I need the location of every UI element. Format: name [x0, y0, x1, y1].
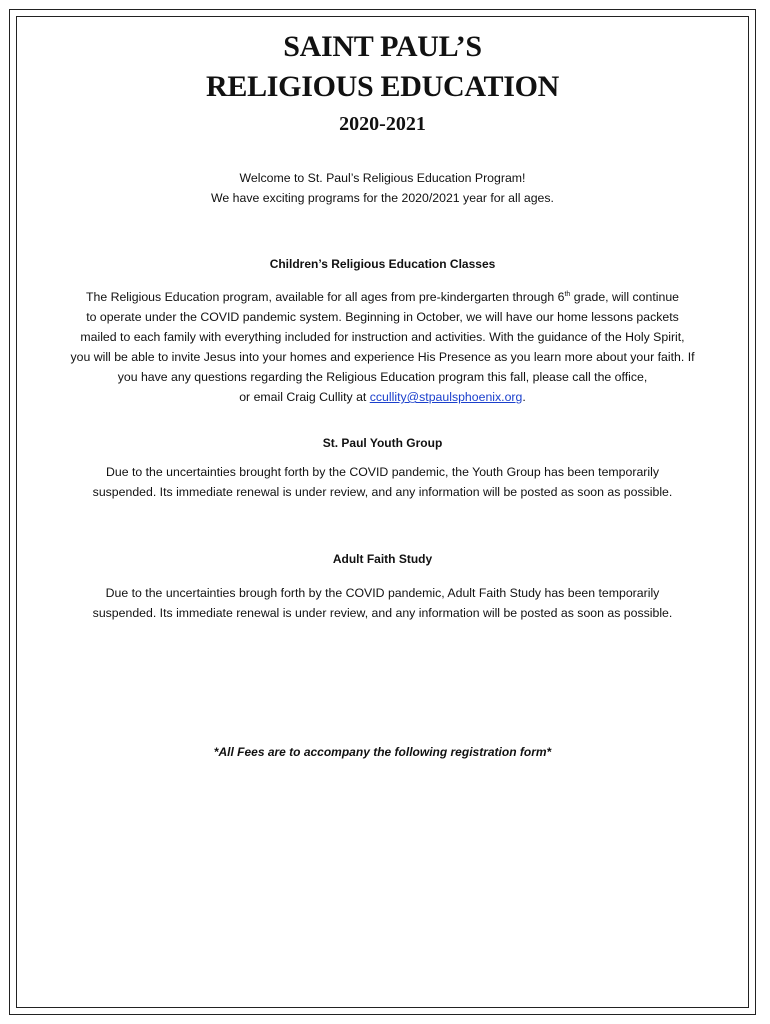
email-link[interactable]: ccullity@stpaulsphoenix.org: [369, 390, 523, 404]
children-line-3: mailed to each family with everything included for instruction and activities. With the guidance of the Holy Spirit,: [80, 330, 685, 344]
youth-heading: St. Paul Youth Group: [322, 436, 443, 450]
adult-line-2: suspended. Its immediate renewal is under review, and any information will be posted as soon as possible.: [92, 606, 673, 620]
children-heading: Children’s Religious Education Classes: [269, 257, 496, 271]
children-line-6-tail: .: [522, 390, 526, 404]
youth-line-1: Due to the uncertainties brought forth by the COVID pandemic, the Youth Group has been temporarily: [105, 465, 659, 479]
welcome-line-2: We have exciting programs for the 2020/2021 year for all ages.: [211, 191, 554, 205]
page-border-inner: [16, 16, 749, 1008]
children-line-2: to operate under the COVID pandemic system. Beginning in October, we will have our home lessons packets: [86, 310, 679, 324]
children-line-1-tail: grade, will continue: [570, 290, 679, 304]
fees-note: *All Fees are to accompany the following registration form*: [213, 745, 552, 759]
children-line-6: [16, 387, 749, 407]
title-line-1: SAINT PAUL’S: [283, 30, 482, 63]
children-line-4: you will be able to invite Jesus into your homes and experience His Presence as you learn more about your faith. If: [70, 350, 695, 364]
adult-heading: Adult Faith Study: [332, 552, 433, 566]
welcome-line-1: Welcome to St. Paul’s Religious Education Program!: [239, 171, 526, 185]
adult-line-1: Due to the uncertainties brough forth by the COVID pandemic, Adult Faith Study has been temporarily: [105, 586, 660, 600]
school-year: 2020-2021: [339, 113, 426, 135]
children-line-1-text: The Religious Education program, available for all ages from pre-kindergarten through 6: [85, 290, 565, 304]
youth-line-2: suspended. Its immediate renewal is under review, and any information will be posted as soon as possible.: [92, 485, 673, 499]
children-line-6-text: or email Craig Cullity at: [239, 390, 370, 404]
children-line-5: you have any questions regarding the Religious Education program this fall, please call the office,: [117, 370, 648, 384]
title-line-2: RELIGIOUS EDUCATION: [206, 70, 559, 103]
children-line-1-sup: th: [564, 291, 571, 298]
children-line-1: [16, 287, 749, 307]
